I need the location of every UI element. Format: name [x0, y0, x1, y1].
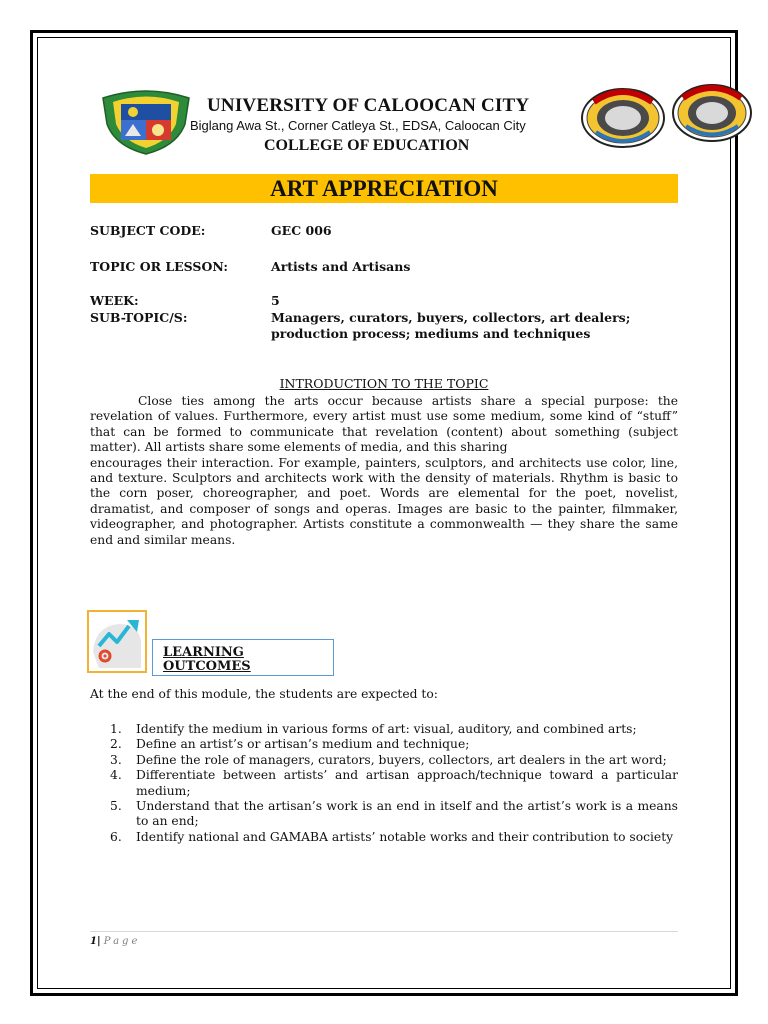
subject-banner [90, 174, 678, 203]
list-text: Differentiate between artists’ and artisan approach/technique toward a particular medium; [136, 768, 678, 798]
list-number: 2. [110, 737, 122, 752]
page-word: Page [103, 936, 141, 947]
college-seal-icon [671, 80, 753, 142]
list-item [90, 753, 678, 768]
footer-divider [90, 931, 678, 932]
meta-value-subject-code: GEC 006 [271, 223, 332, 238]
intro-heading: INTRODUCTION TO THE TOPIC [279, 376, 489, 391]
learning-outcomes-label-line1: LEARNING [163, 645, 244, 660]
list-number: 5. [110, 799, 122, 814]
meta-value-week: 5 [271, 293, 280, 308]
list-number: 1. [110, 722, 122, 736]
outcomes-intro: At the end of this module, the students are expected to: [90, 687, 438, 701]
learning-outcomes-box [152, 639, 334, 676]
meta-label-week: WEEK: [90, 293, 139, 308]
list-text: Identify national and GAMABA artists’ notable works and their contribution to society [136, 829, 674, 844]
page-footer [90, 936, 140, 947]
list-item [90, 722, 678, 737]
list-number: 3. [110, 752, 122, 767]
list-text: Understand that the artisan’s work is an end in itself and the artist’s work is a means to an end; [136, 799, 678, 829]
subject-title: ART APPRECIATION [270, 176, 498, 201]
page-number: 1 [90, 936, 97, 947]
outcomes-list [90, 722, 678, 845]
list-number: 4. [110, 768, 122, 783]
list-item [90, 830, 678, 845]
learning-outcomes-label-line2: OUTCOMES [163, 659, 251, 674]
page-separator: | [96, 936, 101, 947]
list-item [90, 768, 678, 799]
growth-chart-gear-icon [87, 610, 147, 673]
meta-value-subtopics: Managers, curators, buyers, collectors, art dealers; production process; mediums and techniques [271, 310, 631, 341]
meta-label-topic: TOPIC OR LESSON: [90, 259, 228, 274]
list-item [90, 737, 678, 752]
university-address: Biglang Awa St., Corner Catleya St., EDSA, Caloocan City [190, 118, 526, 133]
intro-paragraph-2: encourages their interaction. For example, painters, sculptors, and architects use color, line, and texture. Sculptors and architects work with the density of materials. Rhythm is basic to the corn poser, choreographer, and poet. Words are elemental for the poet, novelist, dramatist, and composer of songs and operas. Images are basic to the painter, filmmaker, videographer, and photographer. Artists constitute a commonwealth — they share the same end and similar means. [90, 455, 678, 547]
list-item [90, 799, 678, 830]
list-text: Define the role of managers, curators, buyers, collectors, art dealers in the art word; [136, 752, 667, 767]
meta-label-subtopics: SUB-TOPIC/S: [90, 310, 188, 325]
list-number: 6. [110, 829, 122, 844]
college-seal-icon [580, 84, 666, 148]
university-seal-icon [97, 88, 195, 156]
meta-label-subject-code: SUBJECT CODE: [90, 223, 206, 238]
meta-value-topic: Artists and Artisans [271, 259, 411, 274]
intro-text [90, 394, 678, 548]
learning-outcomes-label [163, 646, 251, 674]
list-text: Define an artist’s or artisan’s medium and technique; [136, 737, 470, 752]
university-name: UNIVERSITY OF CALOOCAN CITY [207, 95, 530, 116]
intro-paragraph-1: Close ties among the arts occur because artists share a special purpose: the revelation of values. Furthermore, every artist must use some medium, some kind of “stuff” that can be formed to communicate that revelation (content) about something (subject matter). All artists share some elements of media, and this sharing [90, 394, 678, 455]
list-text: Identify the medium in various forms of art: visual, auditory, and combined arts; [136, 722, 637, 736]
college-name: COLLEGE OF EDUCATION [264, 137, 470, 154]
